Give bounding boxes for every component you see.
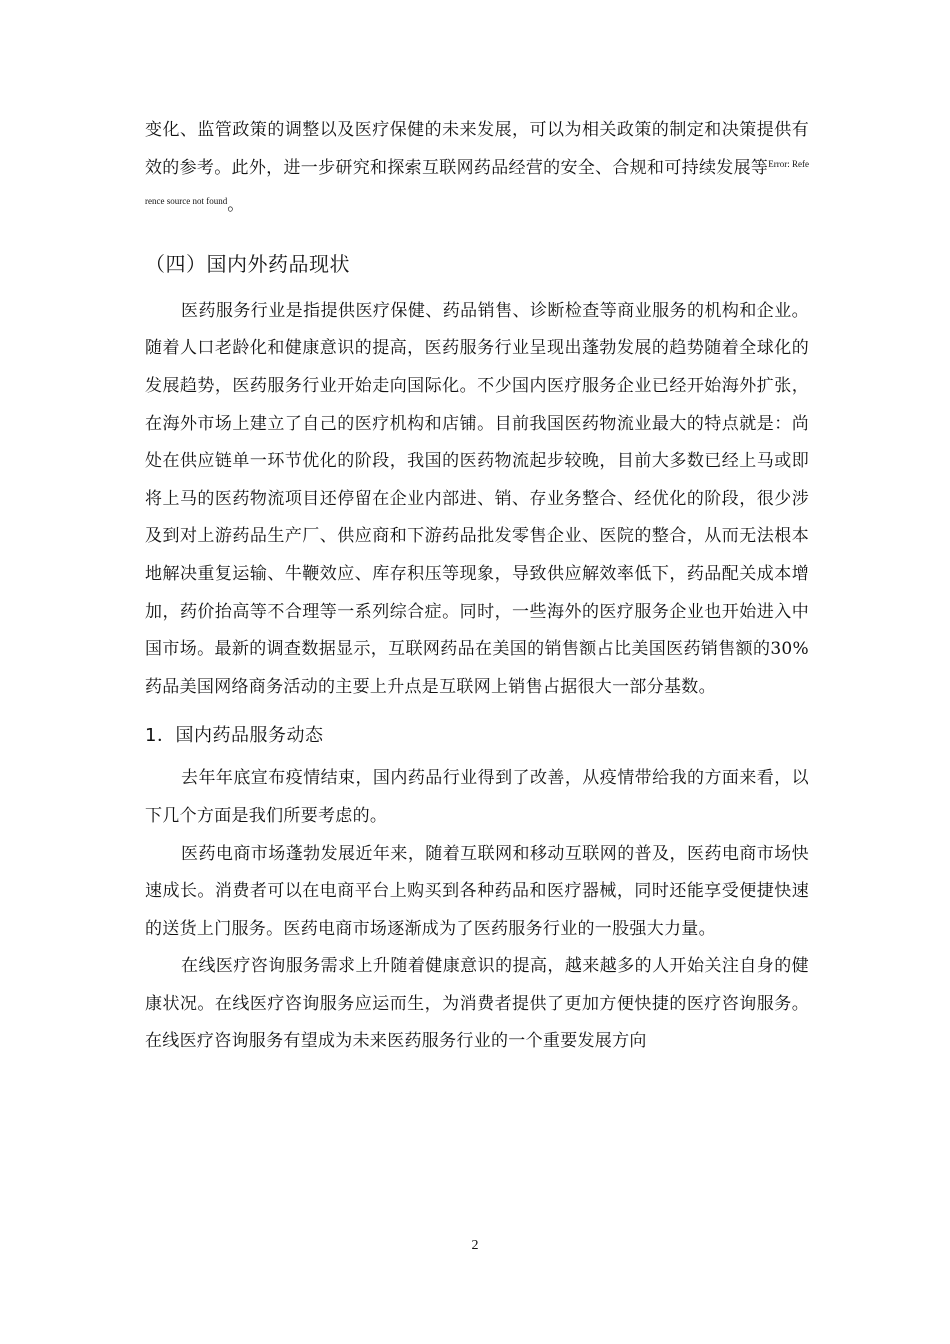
intro-text: 变化、监管政策的调整以及医疗保健的未来发展，可以为相关政策的制定和决策提供有效的参考。此外，进一步研究和探索互联网药品经营的安全、合规和可持续发展等 xyxy=(145,120,809,178)
intro-ending: 。 xyxy=(227,195,245,216)
intro-paragraph xyxy=(145,112,809,225)
page-number: 2 xyxy=(471,1238,479,1253)
body-paragraph-2: 医药电商市场蓬勃发展近年来，随着互联网和移动互联网的普及，医药电商市场快速成长。消费者可以在电商平台上购买到各种药品和医疗器械，同时还能享受便捷快速的送货上门服务。医药电商市场逐渐成为了医药服务行业的一股强大力量。 xyxy=(145,843,809,939)
body-paragraph-3: 在线医疗咨询服务需求上升随着健康意识的提高，越来越多的人开始关注自身的健康状况。在线医疗咨询服务应运而生，为消费者提供了更加方便快捷的医疗咨询服务。在线医疗咨询服务有望成为未来医药服务行业的一个重要发展方向 xyxy=(145,956,809,1052)
section-heading: （四）国内外药品现状 xyxy=(145,251,350,276)
body-paragraph-1: 去年年底宣布疫情结束，国内药品行业得到了改善，从疫情带给我的方面来看，以下几个方面是我们所要考虑的。 xyxy=(145,768,809,826)
section-paragraph: 医药服务行业是指提供医疗保健、药品销售、诊断检查等商业服务的机构和企业。随着人口老龄化和健康意识的提高，医药服务行业呈现出蓬勃发展的趋势随着全球化的发展趋势，医药服务行业开始走向国际化。不少国内医疗服务企业已经开始海外扩张，在海外市场上建立了自己的医疗机构和店铺。目前我国医药物流业最大的特点就是：尚处在供应链单一环节优化的阶段，我国的医药物流起步较晚，目前大多数已经上马或即将上马的医药物流项目还停留在企业内部进、销、存业务整合、经优化的阶段，很少涉及到对上游药品生产厂、供应商和下游药品批发零售企业、医院的整合，从而无法根本地解决重复运输、牛鞭效应、库存积压等现象，导致供应解效率低下，药品配关成本增加，药价抬高等不合理等一系列综合症。同时，一些海外的医疗服务企业也开始进入中国市场。最新的调查数据显示，互联网药品在美国的销售额占比美国医药销售额的30%药品美国网络商务活动的主要上升点是互联网上销售占据很大一部分基数。 xyxy=(145,300,809,697)
document-page xyxy=(145,112,809,1061)
reference-error-note[interactable]: Error: Reference source not found xyxy=(145,158,809,207)
subsection-heading: 1．国内药品服务动态 xyxy=(145,725,324,747)
